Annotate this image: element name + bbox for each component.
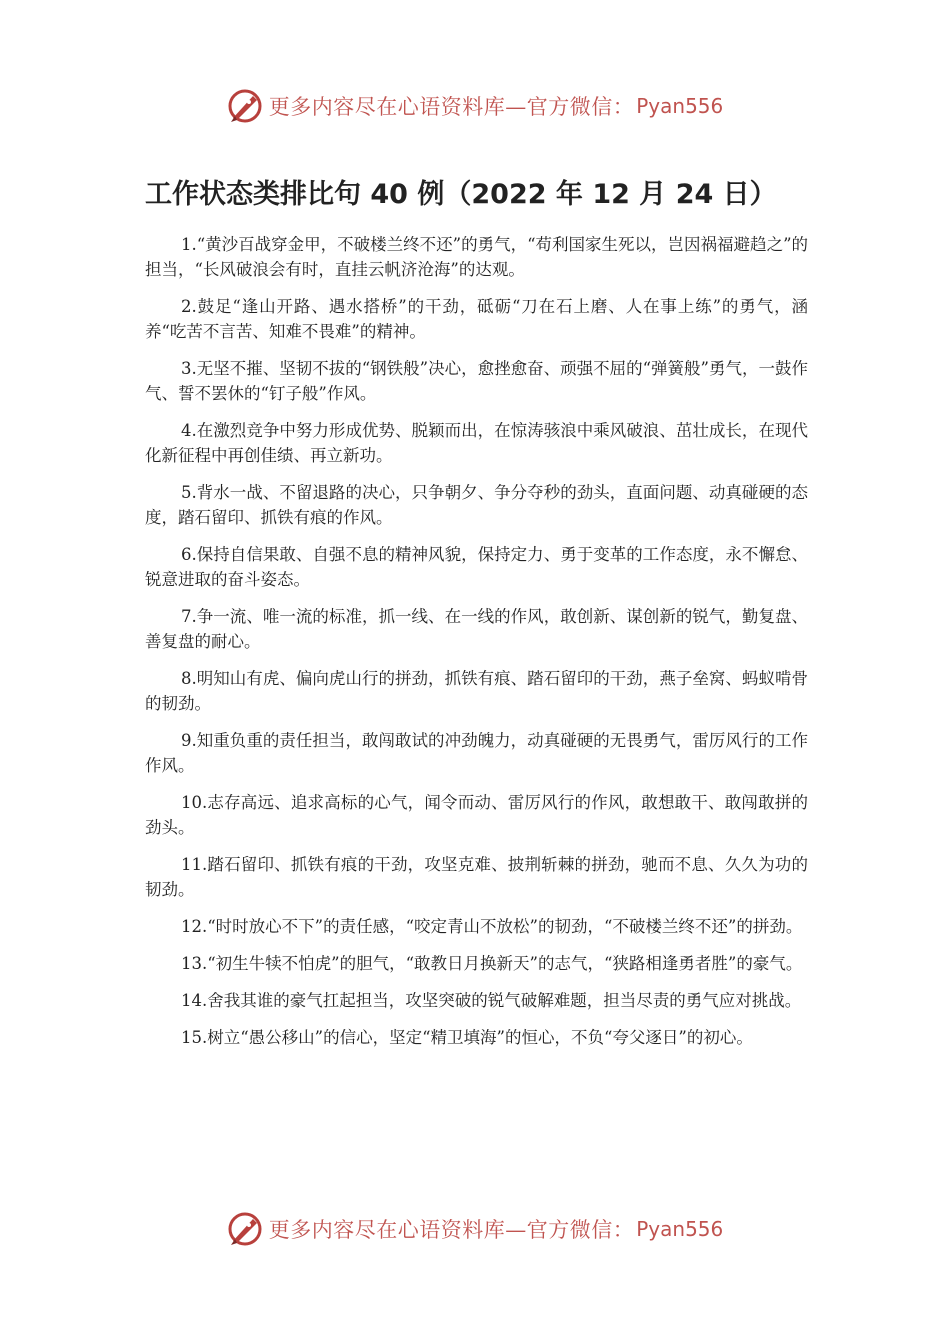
list-item: 14.舍我其谁的豪气扛起担当，攻坚突破的锐气破解难题，担当尽责的勇气应对挑战。 [181,991,802,1010]
list-item: 13.“初生牛犊不怕虎”的胆气，“敢教日月换新天”的志气，“狭路相逢勇者胜”的豪气。 [181,954,803,973]
list-item: 1.“黄沙百战穿金甲，不破楼兰终不还”的勇气，“苟利国家生死以，岂因祸福避趋之”的担当，“长风破浪会有时，直挂云帆济沧海”的达观。 [145,235,808,279]
list-item: 12.“时时放心不下”的责任感，“咬定青山不放松”的韧劲，“不破楼兰终不还”的拼劲。 [181,917,803,936]
item-list [145,232,808,1062]
pen-logo-icon [227,1211,263,1247]
list-item: 9.知重负重的责任担当，敢闯敢试的冲劲魄力，动真碰硬的无畏勇气，雷厉风行的工作作风。 [145,731,808,775]
footer-banner [0,1205,950,1253]
header-banner [0,82,950,130]
header-banner-text: 更多内容尽在心语资料库—官方微信： [268,95,635,119]
list-item: 5.背水一战、不留退路的决心，只争朝夕、争分夺秒的劲头，直面问题、动真碰硬的态度，踏石留印、抓铁有痕的作风。 [145,483,808,527]
list-item: 10.志存高远、追求高标的心气，闻令而动、雷厉风行的作风，敢想敢干、敢闯敢拼的劲头。 [145,793,808,837]
footer-wechat-id: Pyan556 [636,1217,724,1241]
footer-banner-text: 更多内容尽在心语资料库—官方微信： [268,1218,635,1242]
list-item: 4.在激烈竞争中努力形成优势、脱颖而出，在惊涛骇浪中乘风破浪、茁壮成长，在现代化新征程中再创佳绩、再立新功。 [145,421,808,465]
list-item: 3.无坚不摧、坚韧不拔的“钢铁般”决心，愈挫愈奋、顽强不屈的“弹簧般”勇气，一鼓作气、誓不罢休的“钉子般”作风。 [145,359,808,403]
list-item: 8.明知山有虎、偏向虎山行的拼劲，抓铁有痕、踏石留印的干劲，燕子垒窝、蚂蚁啃骨的韧劲。 [145,669,808,713]
list-item: 7.争一流、唯一流的标准，抓一线、在一线的作风，敢创新、谋创新的锐气，勤复盘、善复盘的耐心。 [145,607,808,651]
list-item: 11.踏石留印、抓铁有痕的干劲，攻坚克难、披荆斩棘的拼劲，驰而不息、久久为功的韧劲。 [145,855,808,899]
list-item: 6.保持自信果敢、自强不息的精神风貌，保持定力、勇于变革的工作态度，永不懈怠、锐意进取的奋斗姿态。 [145,545,808,589]
pen-logo-icon [227,88,263,124]
header-wechat-id: Pyan556 [636,94,724,118]
list-item: 2.鼓足“逢山开路、遇水搭桥”的干劲，砥砺“刀在石上磨、人在事上练”的勇气，涵养“吃苦不言苦、知难不畏难”的精神。 [145,297,808,341]
list-item: 15.树立“愚公移山”的信心，坚定“精卫填海”的恒心，不负“夸父逐日”的初心。 [181,1028,753,1047]
page-title: 工作状态类排比句 40 例（2022 年 12 月 24 日） [145,179,777,210]
